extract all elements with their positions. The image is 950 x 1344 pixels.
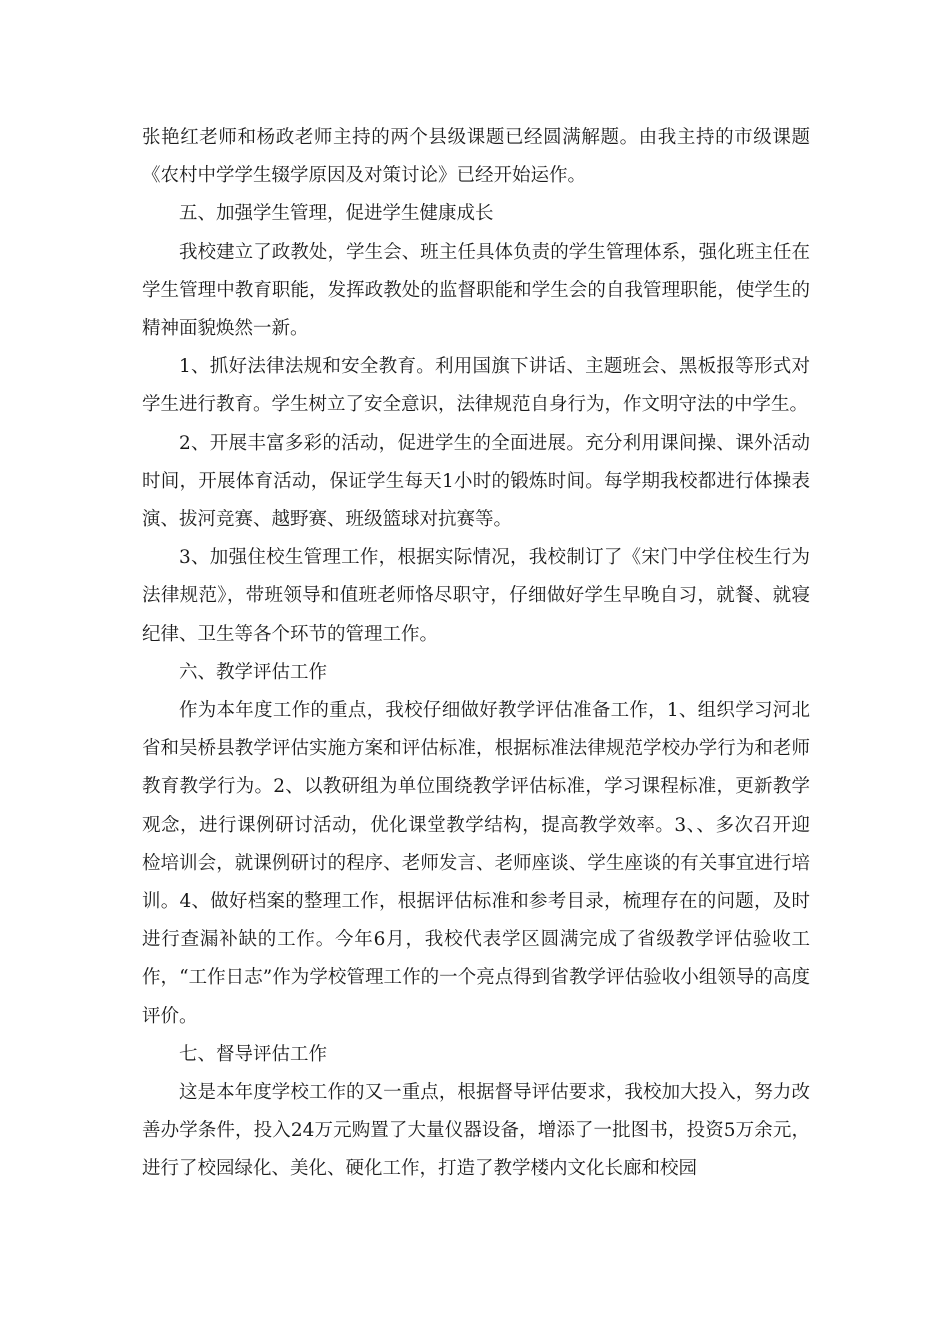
paragraph-boarding-management: 3、加强住校生管理工作，根据实际情况，我校制订了《宋门中学住校生行为法律规范》，带班领导和值班老师恪尽职守，仔细做好学生早晚自习，就餐、就寝纪律、卫生等各个环节的管理工作。 [142,547,810,645]
document-body [142,119,810,1189]
paragraph-teaching-evaluation: 作为本年度工作的重点，我校仔细做好教学评估准备工作，1、组织学习河北省和吴桥县教学评估实施方案和评估标准，根据标准法律规范学校办学行为和老师教育教学行为。2、以教研组为单位围绕教学评估标准，学习课程标准，更新教学观念，进行课例研讨活动，优化课堂教学结构，提高教学效率。3、、多次召开迎检培训会，就课例研讨的程序、老师发言、老师座谈、学生座谈的有关事宜进行培训。4、做好档案的整理工作，根据评估标准和参考目录，梳理存在的问题，及时进行查漏补缺的工作。今年6月，我校代表学区圆满完成了省级教学评估验收工作，“工作日志”作为学校管理工作的一个亮点得到省教学评估验收小组领导的高度评价。 [142,700,810,1027]
paragraph-continuation: 张艳红老师和杨政老师主持的两个县级课题已经圆满解题。由我主持的市级课题《农村中学学生辍学原因及对策讨论》已经开始运作。 [142,127,810,187]
section-heading-six: 六、教学评估工作 [179,661,328,683]
paragraph-law-safety-education: 1、抓好法律法规和安全教育。利用国旗下讲话、主题班会、黑板报等形式对学生进行教育。学生树立了安全意识，法律规范自身行为，作文明守法的中学生。 [142,356,810,416]
paragraph-supervision-evaluation: 这是本年度学校工作的又一重点，根据督导评估要求，我校加大投入，努力改善办学条件，投入24万元购置了大量仪器设备，增添了一批图书，投资5万余元，进行了校园绿化、美化、硬化工作，打造了教学楼内文化长廊和校园 [142,1082,810,1180]
section-heading-seven: 七、督导评估工作 [179,1043,328,1065]
paragraph-student-management: 我校建立了政教处，学生会、班主任具体负责的学生管理体系，强化班主任在学生管理中教育职能，发挥政教处的监督职能和学生会的自我管理职能，使学生的精神面貌焕然一新。 [142,241,810,340]
paragraph-activities: 2、开展丰富多彩的活动，促进学生的全面进展。充分利用课间操、课外活动时间，开展体育活动，保证学生每天1小时的锻炼时间。每学期我校都进行体操表演、拔河竞赛、越野赛、班级篮球对抗赛等。 [142,432,810,531]
section-heading-five: 五、加强学生管理，促进学生健康成长 [179,203,494,225]
